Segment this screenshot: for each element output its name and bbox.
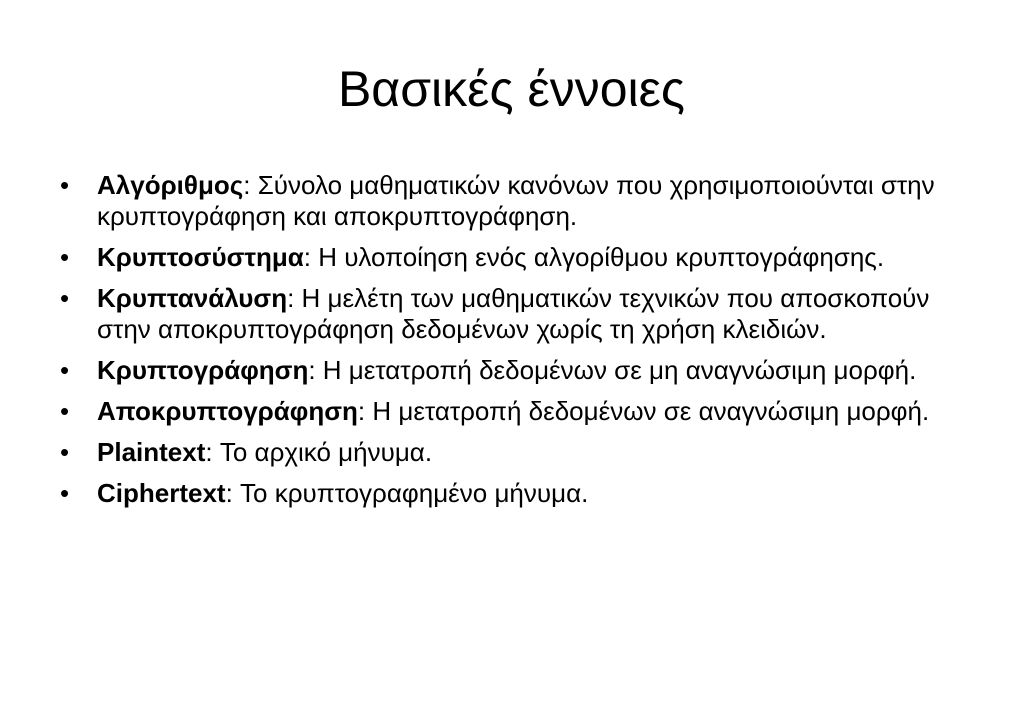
- bullet-item-ciphertext: [60, 478, 960, 509]
- bullet-marker: •: [60, 170, 70, 200]
- term-label: Plaintext: [97, 437, 206, 467]
- bullet-marker: •: [60, 478, 70, 508]
- bullet-marker: •: [60, 355, 70, 385]
- term-separator: :: [308, 355, 316, 385]
- term-definition: Η μελέτη των μαθηματικών τεχνικών που αποσκοπούν στην αποκρυπτογράφηση δεδομένων χωρίς τη χρήση κλειδιών.: [97, 283, 930, 344]
- bullet-item-cryptosystem: [60, 242, 960, 273]
- slide-title: Βασικές έννοιες: [337, 61, 686, 117]
- term-separator: :: [303, 242, 311, 272]
- term-definition: Το αρχικό μήνυμα.: [212, 437, 433, 467]
- term-label: Κρυπτοσύστημα: [97, 242, 304, 272]
- term-label: Κρυπτογράφηση: [97, 355, 309, 385]
- bullet-marker: •: [60, 242, 70, 272]
- bullet-item-plaintext: [60, 437, 960, 468]
- term-definition: Το κρυπτογραφημένο μήνυμα.: [232, 478, 589, 508]
- term-definition: Η μετατροπή δεδομένων σε αναγνώσιμη μορφή.: [365, 396, 930, 426]
- term-separator: :: [357, 396, 366, 426]
- bullet-item-cryptanalysis: [60, 283, 960, 345]
- term-label: Αλγόριθμος: [97, 170, 244, 200]
- term-separator: :: [243, 170, 251, 200]
- term-separator: :: [225, 478, 233, 508]
- bullet-list: [60, 170, 960, 519]
- bullet-marker: •: [60, 396, 70, 426]
- bullet-marker: •: [60, 437, 70, 467]
- bullet-item-encryption: [60, 355, 960, 386]
- term-definition: Η υλοποίηση ενός αλγορίθμου κρυπτογράφησης.: [310, 242, 885, 272]
- term-definition: Η μετατροπή δεδομένων σε μη αναγνώσιμη μορφή.: [315, 355, 917, 385]
- term-label: Ciphertext: [97, 478, 226, 508]
- bullet-marker: •: [60, 283, 70, 313]
- term-label: Αποκρυπτογράφηση: [97, 396, 358, 426]
- term-label: Κρυπτανάλυση: [97, 283, 288, 313]
- term-separator: :: [205, 437, 213, 467]
- bullet-item-algorithm: [60, 170, 960, 232]
- term-definition: Σύνολο μαθηματικών κανόνων που χρησιμοποιούνται στην κρυπτογράφηση και αποκρυπτογράφηση.: [97, 170, 935, 231]
- bullet-item-decryption: [60, 396, 960, 427]
- term-separator: :: [287, 283, 295, 313]
